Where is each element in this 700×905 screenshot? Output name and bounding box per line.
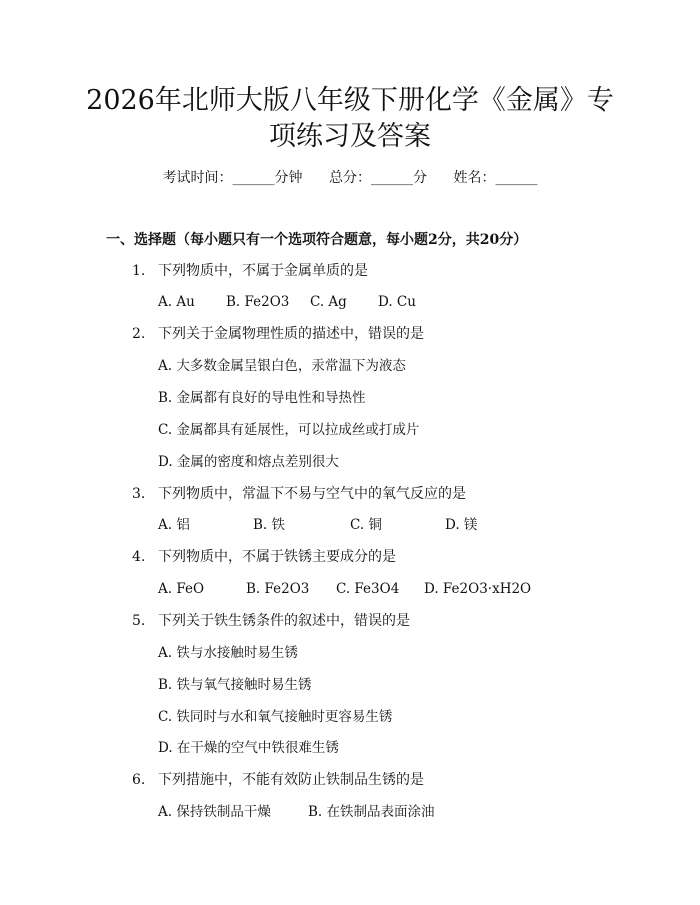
question-text: 下列关于铁生锈条件的叙述中，错误的是 — [158, 613, 410, 629]
question-text: 下列物质中，不属于金属单质的是 — [158, 263, 368, 279]
question-text: 下列物质中，不属于铁锈主要成分的是 — [158, 549, 396, 565]
exam-meta — [0, 168, 700, 188]
option-a: A. 保持铁制品干燥 — [158, 804, 271, 820]
question-1 — [132, 261, 368, 281]
option-a: A. 铝 — [158, 517, 190, 533]
option-d: D. 金属的密度和熔点差别很大 — [158, 454, 339, 470]
option-d: D. 在干燥的空气中铁很难生锈 — [158, 740, 339, 756]
question-4 — [132, 547, 396, 567]
option-a: A. Au — [158, 294, 195, 310]
option-a: A. 铁与水接触时易生锈 — [158, 645, 298, 661]
option-c: C. 铜 — [350, 517, 382, 533]
option-d: D. 镁 — [445, 517, 478, 533]
option-b: B. 在铁制品表面涂油 — [308, 804, 435, 820]
option-c: C. Ag — [310, 294, 347, 310]
question-number: 3. — [132, 486, 146, 502]
question-number: 6. — [132, 772, 146, 788]
question-number: 4. — [132, 549, 146, 565]
option-d: D. Fe2O3·xH2O — [424, 581, 532, 597]
exam-score: 总分：______分 — [329, 170, 427, 186]
question-2 — [132, 324, 424, 344]
option-c: C. Fe3O4 — [336, 581, 400, 597]
option-b: B. Fe2O3 — [226, 294, 290, 310]
option-a: A. FeO — [158, 581, 205, 597]
option-c: C. 金属都具有延展性，可以拉成丝或打成片 — [158, 422, 420, 438]
exam-time: 考试时间：______分钟 — [162, 170, 303, 186]
question-text: 下列措施中，不能有效防止铁制品生锈的是 — [158, 772, 424, 788]
option-b: B. Fe2O3 — [246, 581, 310, 597]
question-number: 1. — [132, 263, 146, 279]
option-d: D. Cu — [378, 294, 416, 310]
option-c: C. 铁同时与水和氧气接触时更容易生锈 — [158, 709, 393, 725]
page-title-line2: 项练习及答案 — [269, 121, 431, 152]
question-6-options — [158, 802, 435, 822]
question-3-options — [158, 515, 477, 535]
question-4-options — [158, 579, 531, 599]
question-6 — [132, 770, 424, 790]
option-b: B. 金属都有良好的导电性和导热性 — [158, 390, 366, 406]
option-b: B. 铁与氧气接触时易生锈 — [158, 677, 312, 693]
question-1-options — [158, 292, 416, 312]
question-text: 下列关于金属物理性质的描述中，错误的是 — [158, 326, 424, 342]
exam-name: 姓名：______ — [453, 170, 538, 186]
option-b: B. 铁 — [253, 517, 286, 533]
question-number: 5. — [132, 613, 146, 629]
question-5 — [132, 611, 410, 631]
option-a: A. 大多数金属呈银白色，汞常温下为液态 — [158, 358, 406, 374]
question-text: 下列物质中，常温下不易与空气中的氧气反应的是 — [158, 486, 466, 502]
question-number: 2. — [132, 326, 146, 342]
section-heading: 一、选择题（每小题只有一个选项符合题意，每小题2分，共20分） — [106, 232, 528, 248]
question-3 — [132, 484, 466, 504]
page-title-line1: 2026年北师大版八年级下册化学《金属》专 — [86, 85, 614, 116]
